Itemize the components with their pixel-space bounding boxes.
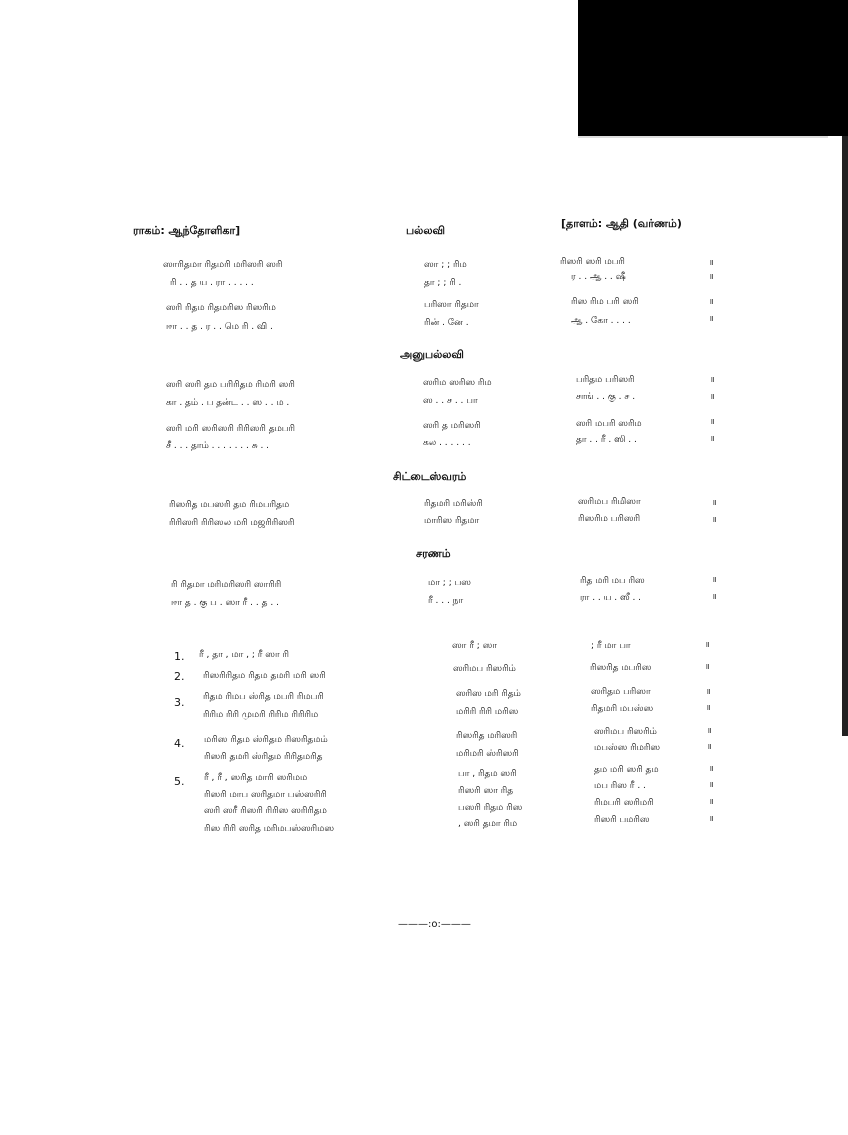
anupallavi-line-4-col-2: கல . . . . . . — [423, 438, 471, 448]
pallavi-line-1-col-3: ரிஸரி ஸரி மபரி — [560, 257, 625, 267]
anupallavi-line-3-col-2: ஸரி த மரிஸரி — [423, 421, 481, 431]
chittaswaram-line-2-col-3: ரிஸரிம பரிஸரி — [578, 514, 641, 524]
chittaswaram-line-2-col-1: ரிரிஸரி ரிரிஸல மரி மஜரிரிஸரி — [169, 518, 295, 528]
bar-line: ॥ — [707, 742, 712, 751]
swara-5-line-1-col-1: ரீ , ரீ , ஸரித மாரி ஸரிமம — [204, 773, 308, 783]
pallavi-heading: பல்லவி — [406, 224, 445, 237]
pallavi-line-4-col-1: ஈா . . த . ர . . மெ ரி . வி . — [166, 322, 273, 332]
chittaswaram-heading: சிட்டைஸ்வரம் — [393, 470, 467, 483]
anupallavi-line-4-col-3: தா . . ரீ . ஸி . . — [576, 435, 637, 445]
charanam-line-1-col-2: மா ; ; பஸ — [428, 578, 471, 588]
swara-5-line-3-col-2: பஸரி ரிதம ரிஸ — [458, 803, 523, 813]
bar-line: ॥ — [712, 515, 717, 524]
bar-line: ॥ — [705, 640, 710, 649]
swara-5-line-3-col-3: ரிமபரி ஸரிமரி — [594, 798, 654, 808]
swara-5-line-4-col-2: , ஸரி தமா ரிம — [458, 819, 518, 829]
raga-label: ராகம்: ஆந்தோளிகா] — [133, 224, 241, 237]
swara-5-line-4-col-1: ரிஸ ரிரி ஸரித மரிமபஸ்ஸரிமஸ — [204, 824, 335, 834]
bar-line: ॥ — [709, 272, 714, 281]
bar-line: ॥ — [712, 592, 717, 601]
pallavi-line-2-col-1: ரி . . த ய . ரா . . . . . — [170, 278, 254, 288]
bar-line: ॥ — [706, 703, 711, 712]
swara-number: 3. — [174, 696, 185, 709]
swara-5-line-3-col-1: ஸரி ஸரீ ரிஸரி ரிரிஸ ஸரிரிதம — [204, 806, 327, 816]
chittaswaram-line-1-col-1: ரிஸரித மபஸரி தம ரிமபரிதம — [169, 500, 290, 510]
swara-3-line-1-col-3: ஸரிதம பரிஸா — [591, 687, 651, 697]
bar-line: ॥ — [709, 814, 714, 823]
anupallavi-line-1-col-1: ஸரி ஸரி தம பரிரிதம ரிமரி ஸரி — [166, 380, 295, 390]
pallavi-line-2-col-2: தா ; ; ரி . — [424, 278, 462, 288]
anupallavi-line-4-col-1: சீ . . . தாம் . . . . . . . சு . . — [166, 441, 270, 451]
swara-1-line-1-col-1: ரீ , தா , மா , ; ரீ ஸா ரி — [199, 650, 290, 660]
bar-line: ॥ — [709, 314, 714, 323]
pallavi-line-1-col-2: ஸா ; ; ரிம — [424, 260, 467, 270]
chittaswaram-line-1-col-3: ஸரிமப ரிமிஸா — [578, 497, 641, 507]
swara-1-line-1-col-2: ஸா ரீ ; ஸா — [452, 641, 498, 651]
bar-line: ॥ — [710, 434, 715, 443]
scan-dark-edge — [842, 136, 848, 736]
swara-5-line-2-col-3: மப ரிஸ ரீ . . — [594, 781, 646, 791]
pallavi-line-1-col-1: ஸாரிதமா ரிதமரி மரிஸரி ஸரி — [163, 260, 283, 270]
swara-4-line-2-col-3: மபஸ்ஸ ரிமரிஸ — [594, 743, 661, 753]
charanam-heading: சரணம் — [416, 547, 451, 560]
charanam-line-2-col-3: ரா . . ய . ஸீ . . — [580, 593, 642, 603]
swara-4-line-2-col-1: ரிஸரி தமரி ஸ்ரிதம ரிரிதமரித — [204, 752, 323, 762]
swara-2-line-1-col-1: ரிஸரிரிதம ரிதம தமரி மரி ஸரி — [203, 671, 326, 681]
bar-line: ॥ — [709, 258, 714, 267]
pallavi-line-3-col-2: பரிஸா ரிதமா — [424, 300, 479, 310]
anupallavi-line-1-col-2: ஸரிம ஸரிஸ ரிம — [423, 378, 492, 388]
bar-line: ॥ — [709, 764, 714, 773]
swara-3-line-2-col-3: ரிதமரி மபஸ்ஸ — [591, 704, 654, 714]
pallavi-line-2-col-3: ர . . ஆ . . ஷீ — [571, 272, 626, 282]
charanam-line-1-col-3: ரித மரி மப ரிஸ — [580, 576, 645, 586]
swara-3-line-2-col-1: ரிரிம ரிரி முமரி ரிரிம ரிரிரிம — [203, 710, 319, 720]
pallavi-line-3-col-1: ஸரி ரிதம ரிதமரிஸ ரிஸரிம — [166, 303, 276, 313]
anupallavi-line-2-col-1: கா . தம் . ப தன்ட . . ஸ . . ம . — [166, 398, 290, 408]
swara-number: 1. — [174, 650, 185, 663]
swara-5-line-2-col-2: ரிஸரி ஸா ரித — [458, 786, 514, 796]
swara-5-line-1-col-2: பா , ரிதம ஸரி — [458, 769, 517, 779]
bar-line: ॥ — [712, 575, 717, 584]
bar-line: ॥ — [712, 498, 717, 507]
tala-label: [தாளம்: ஆதி (வர்ணம்) — [561, 217, 682, 230]
swara-5-line-1-col-3: தம மரி ஸரி தம — [594, 765, 659, 775]
swara-number: 4. — [174, 737, 185, 750]
page-footer-divider: ———:o:——— — [398, 919, 471, 930]
bar-line: ॥ — [706, 687, 711, 696]
bar-line: ॥ — [710, 375, 715, 384]
bar-line: ॥ — [709, 780, 714, 789]
swara-5-line-2-col-1: ரிஸரி மாப ஸரிதமா பஸ்ஸரிரி — [204, 790, 327, 800]
anupallavi-line-3-col-3: ஸரி மபரி ஸரிம — [576, 419, 642, 429]
swara-4-line-2-col-2: மரிமரி ஸ்ரிஸரி — [456, 749, 519, 759]
scan-fold-line — [578, 136, 828, 138]
swara-3-line-1-col-2: ஸரிஸ மரி ரிதம் — [456, 689, 521, 699]
swara-3-line-1-col-1: ரிதம ரிமப ஸ்ரித மபரி ரிமபரி — [203, 692, 324, 702]
anupallavi-line-3-col-1: ஸரி மரி ஸரிஸரி ரிரிஸரி தமபரி — [166, 424, 295, 434]
anupallavi-line-2-col-3: சாங் . . கு . ச . — [576, 392, 636, 402]
pallavi-line-4-col-3: ஆ . கோ . . . . — [571, 316, 631, 326]
charanam-line-2-col-2: ரீ . . . நா — [428, 596, 464, 606]
bar-line: ॥ — [707, 726, 712, 735]
chittaswaram-line-2-col-2: மாரிஸ ரிதமா — [424, 516, 480, 526]
anupallavi-heading: அனுபல்லவி — [400, 348, 464, 361]
swara-2-line-1-col-3: ரிஸரித மபரிஸ — [590, 663, 652, 673]
swara-3-line-2-col-2: மரிரி ரிரி மரிஸ — [456, 707, 519, 717]
anupallavi-line-1-col-3: பரிதம பரிஸரி — [576, 375, 635, 385]
swara-5-line-4-col-3: ரிஸரி பமரிஸ — [594, 815, 650, 825]
charanam-line-2-col-1: ஈா த . கு ப . ஸா ரீ . . த . . — [171, 598, 279, 608]
anupallavi-line-2-col-2: ஸ . . ச . . பா — [423, 396, 478, 406]
bar-line: ॥ — [705, 662, 710, 671]
swara-1-line-1-col-3: ; ரீ மா பா — [591, 641, 631, 651]
pallavi-line-4-col-2: ரின் . னே . — [424, 318, 469, 328]
bar-line: ॥ — [709, 797, 714, 806]
swara-4-line-1-col-1: மரிஸ ரிதம ஸ்ரிதம ரிஸரிதமம் — [204, 735, 328, 745]
swara-2-line-1-col-2: ஸரிமப ரிஸரிம் — [453, 664, 516, 674]
bar-line: ॥ — [710, 417, 715, 426]
chittaswaram-line-1-col-2: ரிதமரி மரிஸ்ரி — [424, 499, 483, 509]
pallavi-line-3-col-3: ரிஸ ரிம பரி ஸரி — [571, 297, 639, 307]
swara-number: 2. — [174, 670, 185, 683]
charanam-line-1-col-1: ரி ரிதமா மரிமரிஸரி ஸாரிரி — [171, 580, 282, 590]
bar-line: ॥ — [709, 297, 714, 306]
scan-dark-corner — [578, 0, 848, 136]
swara-4-line-1-col-2: ரிஸரித மரிஸரி — [456, 731, 518, 741]
swara-4-line-1-col-3: ஸரிமப ரிஸரிம் — [594, 727, 657, 737]
swara-number: 5. — [174, 775, 185, 788]
bar-line: ॥ — [710, 392, 715, 401]
